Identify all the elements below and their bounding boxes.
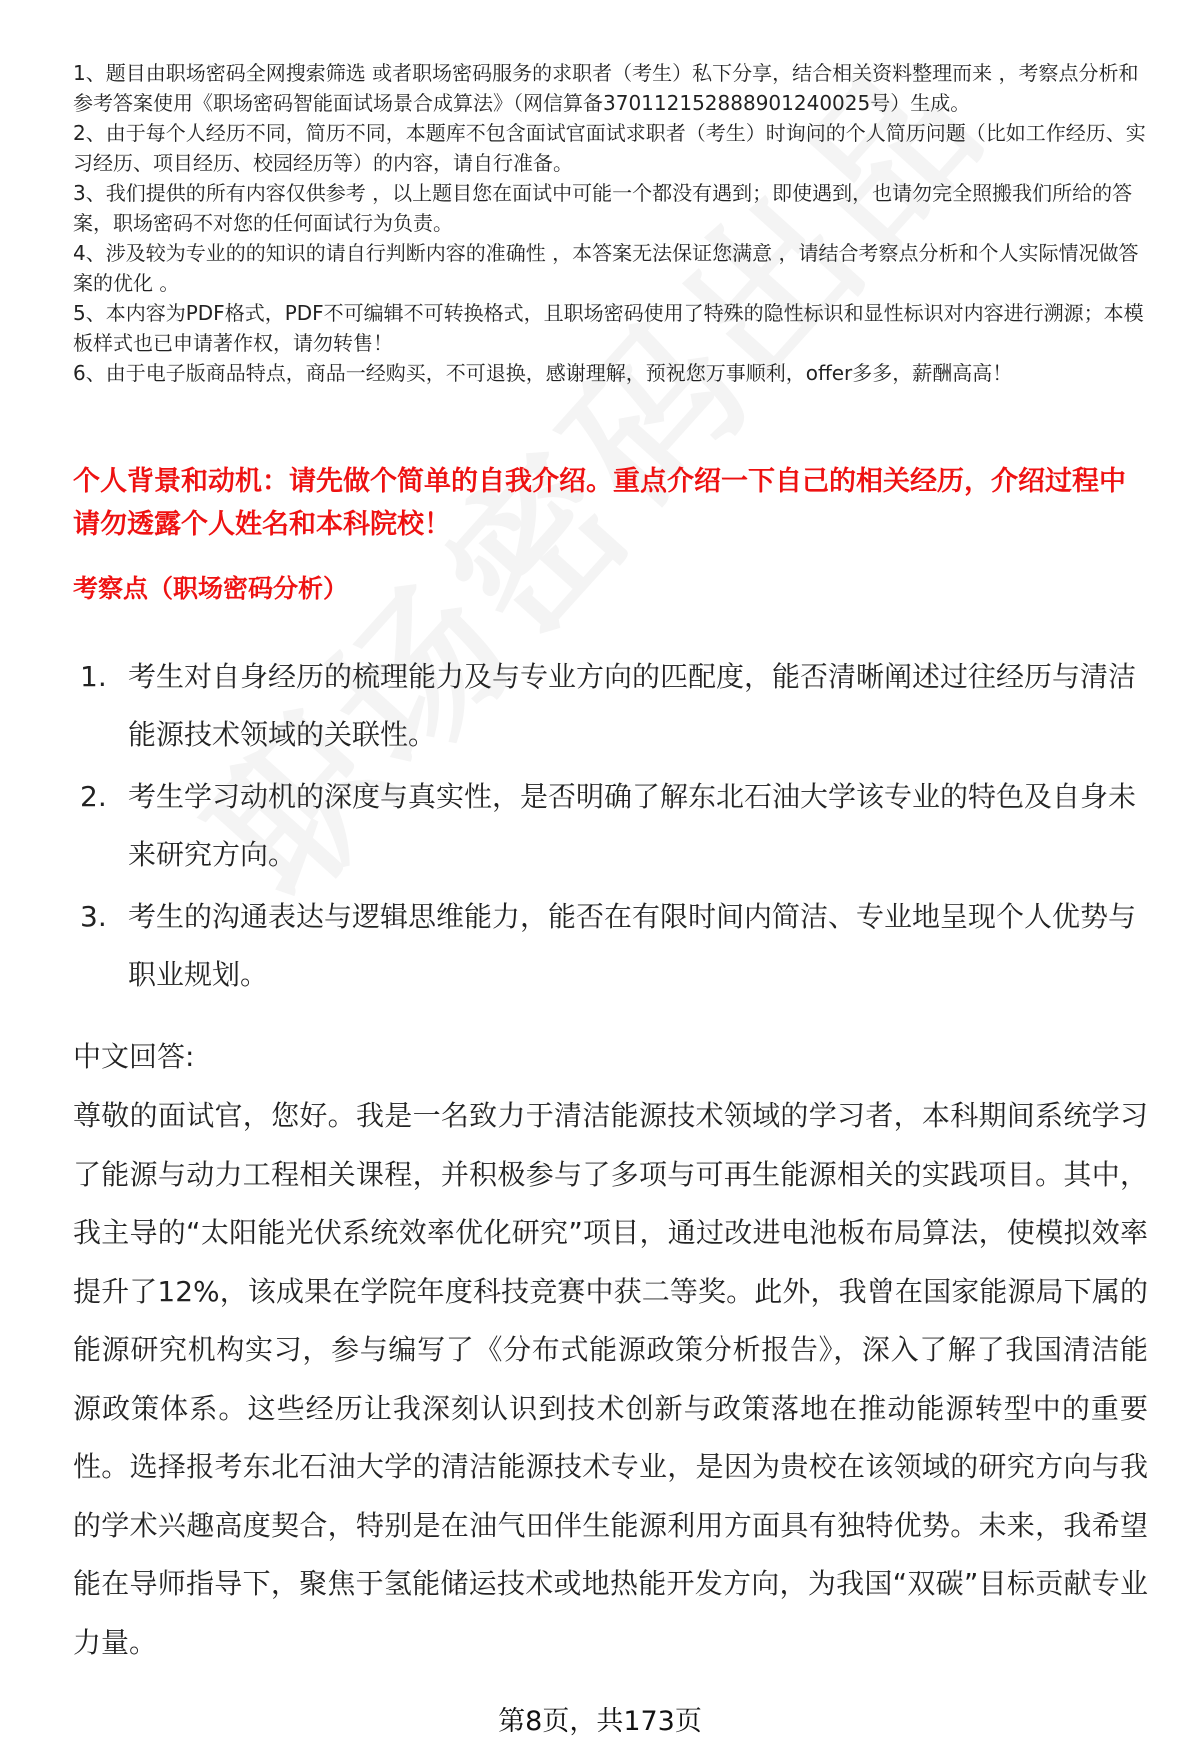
list-item — [80, 648, 1155, 764]
notice-item-1: 1、题目由职场密码全网搜索筛选 或者职场密码服务的求职者（考生）私下分享，结合相关资料整理而来 ，考察点分析和参考答案使用《职场密码智能面试场景合成算法》（网信算备370112152888901240025号）生成。 — [73, 61, 1139, 115]
list-item-number: 3. — [80, 900, 107, 933]
list-item-text: 考生学习动机的深度与真实性，是否明确了解东北石油大学该专业的特色及自身未来研究方向。 — [128, 780, 1137, 871]
notice-item-5: 5、本内容为PDF格式，PDF不可编辑不可转换格式，且职场密码使用了特殊的隐性标识和显性标识对内容进行溯源；本模板样式也已申请著作权，请勿转售！ — [73, 301, 1144, 355]
list-item-text: 考生对自身经历的梳理能力及与专业方向的匹配度，能否清晰阐述过往经历与清洁能源技术领域的关联性。 — [128, 660, 1137, 751]
page-number: 第8页，共173页 — [498, 1706, 702, 1737]
analysis-points-list — [80, 648, 1155, 1008]
question-heading: 个人背景和动机：请先做个简单的自我介绍。重点介绍一下自己的相关经历，介绍过程中请勿透露个人姓名和本科院校！ — [73, 466, 1126, 540]
list-item — [80, 888, 1155, 1004]
list-item-number: 1. — [80, 660, 107, 693]
notice-item-3: 3、我们提供的所有内容仅供参考 ，以上题目您在面试中可能一个都没有遇到；即使遇到，也请勿完全照搬我们所给的答案，职场密码不对您的任何面试行为负责。 — [73, 181, 1133, 235]
answer-body: 尊敬的面试官，您好。我是一名致力于清洁能源技术领域的学习者，本科期间系统学习了能源与动力工程相关课程，并积极参与了多项与可再生能源相关的实践项目。其中，我主导的“太阳能光伏系统效率优化研究”项目，通过改进电池板布局算法，使模拟效率提升了12%，该成果在学院年度科技竞赛中获二等奖。此外，我曾在国家能源局下属的能源研究机构实习，参与编写了《分布式能源政策分析报告》，深入了解了我国清洁能源政策体系。这些经历让我深刻认识到技术创新与政策落地在推动能源转型中的重要性。选择报考东北石油大学的清洁能源技术专业，是因为贵校在该领域的研究方向与我的学术兴趣高度契合，特别是在油气田伴生能源利用方面具有独特优势。未来，我希望能在导师指导下，聚焦于氢能储运技术或地热能开发方向，为我国“双碳”目标贡献专业力量。 — [73, 1099, 1148, 1659]
analysis-section-title: 考察点（职场密码分析） — [73, 574, 349, 603]
list-item-text: 考生的沟通表达与逻辑思维能力，能否在有限时间内简洁、专业地呈现个人优势与职业规划。 — [128, 900, 1137, 991]
answer-label: 中文回答: — [73, 1040, 195, 1073]
notice-block — [73, 58, 1153, 388]
list-item — [80, 768, 1155, 884]
list-item-number: 2. — [80, 780, 107, 813]
notice-item-6: 6、由于电子版商品特点，商品一经购买，不可退换，感谢理解，预祝您万事顺利，offer多多，薪酬高高！ — [73, 361, 1013, 385]
notice-item-4: 4、涉及较为专业的的知识的请自行判断内容的准确性 ，本答案无法保证您满意 ，请结合考察点分析和个人实际情况做答案的优化 。 — [73, 241, 1139, 295]
notice-item-2: 2、由于每个人经历不同，简历不同，本题库不包含面试官面试求职者（考生）时询问的个人简历问题（比如工作经历、实习经历、项目经历、校园经历等）的内容，请自行准备。 — [73, 121, 1146, 175]
